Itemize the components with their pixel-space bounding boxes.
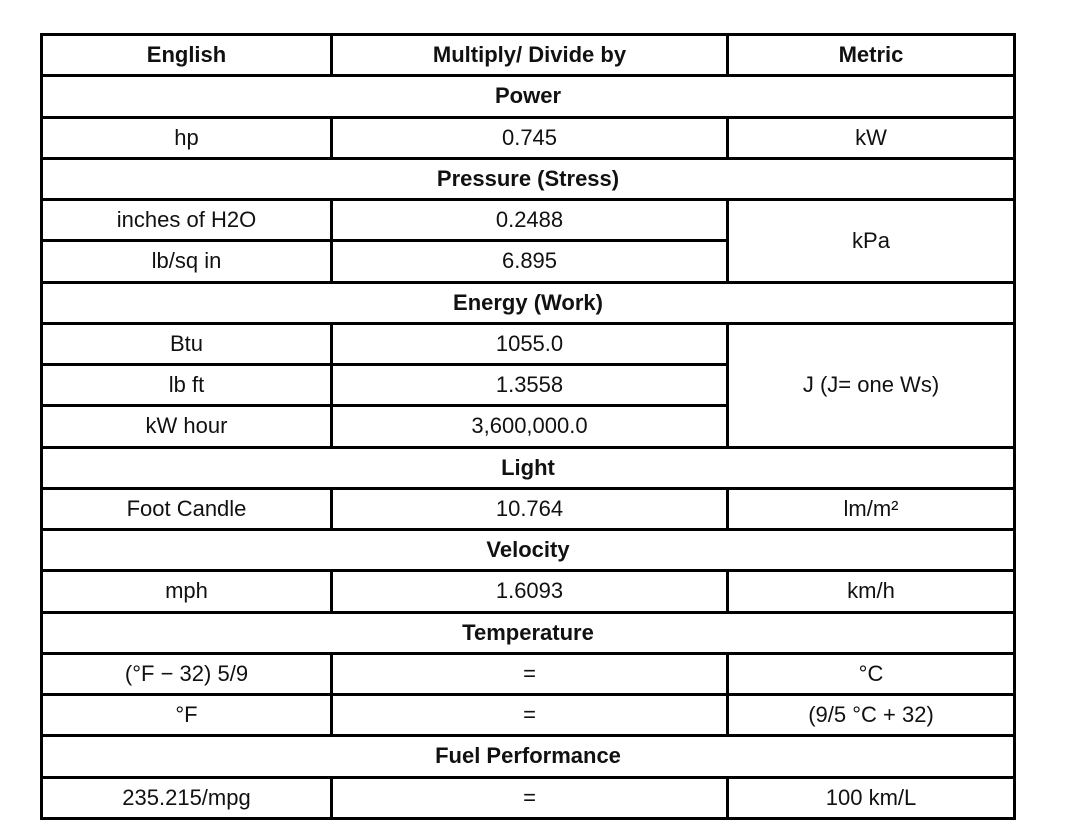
factor-cell: 0.2488 bbox=[332, 200, 728, 241]
table-row bbox=[42, 695, 1015, 736]
factor-cell: 1.6093 bbox=[332, 571, 728, 612]
table-row bbox=[42, 571, 1015, 612]
factor-cell: = bbox=[332, 777, 728, 819]
metric-cell: km/h bbox=[728, 571, 1015, 612]
section-row-pressure bbox=[42, 158, 1015, 199]
table-row bbox=[42, 488, 1015, 529]
english-cell: Btu bbox=[42, 323, 332, 364]
table-row bbox=[42, 653, 1015, 694]
section-title-light: Light bbox=[42, 447, 1015, 488]
section-title-power: Power bbox=[42, 76, 1015, 117]
metric-cell: J (J= one Ws) bbox=[728, 323, 1015, 447]
section-row-velocity bbox=[42, 530, 1015, 571]
metric-cell: 100 km/L bbox=[728, 777, 1015, 819]
section-row-power bbox=[42, 76, 1015, 117]
metric-cell: (9/5 °C + 32) bbox=[728, 695, 1015, 736]
column-header-english: English bbox=[42, 35, 332, 76]
section-row-energy bbox=[42, 282, 1015, 323]
table-row bbox=[42, 323, 1015, 364]
english-cell: hp bbox=[42, 117, 332, 158]
factor-cell: 1055.0 bbox=[332, 323, 728, 364]
column-header-metric: Metric bbox=[728, 35, 1015, 76]
section-row-temperature bbox=[42, 612, 1015, 653]
section-row-fuel bbox=[42, 736, 1015, 777]
factor-cell: = bbox=[332, 653, 728, 694]
english-cell: Foot Candle bbox=[42, 488, 332, 529]
factor-cell: 10.764 bbox=[332, 488, 728, 529]
factor-cell: 3,600,000.0 bbox=[332, 406, 728, 447]
section-title-pressure: Pressure (Stress) bbox=[42, 158, 1015, 199]
header-row bbox=[42, 35, 1015, 76]
english-cell: inches of H2O bbox=[42, 200, 332, 241]
unit-conversion-table bbox=[40, 33, 1016, 820]
english-cell: lb/sq in bbox=[42, 241, 332, 282]
section-title-temperature: Temperature bbox=[42, 612, 1015, 653]
metric-cell: kW bbox=[728, 117, 1015, 158]
english-cell: °F bbox=[42, 695, 332, 736]
english-cell: mph bbox=[42, 571, 332, 612]
metric-cell: lm/m² bbox=[728, 488, 1015, 529]
english-cell: 235.215/mpg bbox=[42, 777, 332, 819]
section-title-energy: Energy (Work) bbox=[42, 282, 1015, 323]
column-header-factor: Multiply/ Divide by bbox=[332, 35, 728, 76]
factor-cell: = bbox=[332, 695, 728, 736]
english-cell: lb ft bbox=[42, 365, 332, 406]
factor-cell: 6.895 bbox=[332, 241, 728, 282]
section-title-fuel: Fuel Performance bbox=[42, 736, 1015, 777]
table-row bbox=[42, 200, 1015, 241]
metric-cell: kPa bbox=[728, 200, 1015, 283]
table-row bbox=[42, 117, 1015, 158]
metric-cell: °C bbox=[728, 653, 1015, 694]
section-row-light bbox=[42, 447, 1015, 488]
table-row bbox=[42, 777, 1015, 819]
english-cell: (°F − 32) 5/9 bbox=[42, 653, 332, 694]
factor-cell: 1.3558 bbox=[332, 365, 728, 406]
english-cell: kW hour bbox=[42, 406, 332, 447]
section-title-velocity: Velocity bbox=[42, 530, 1015, 571]
factor-cell: 0.745 bbox=[332, 117, 728, 158]
